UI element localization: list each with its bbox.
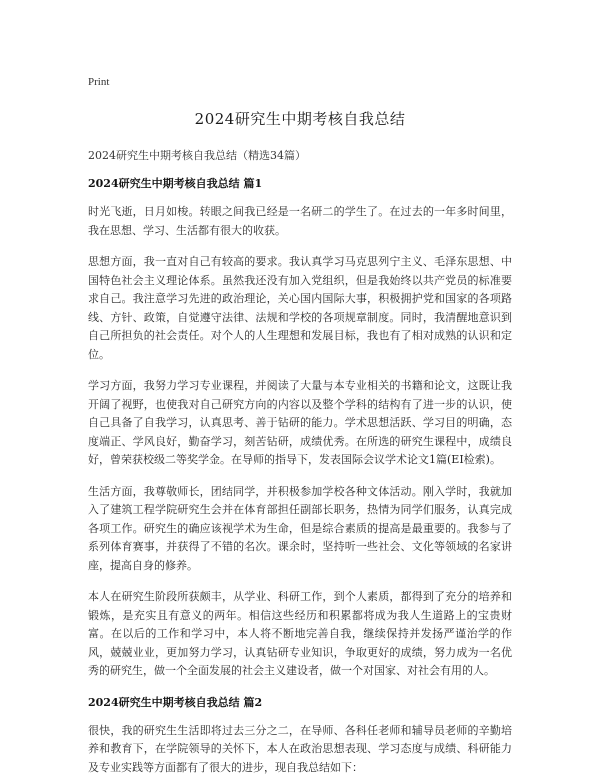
- paragraph: 本人在研究生阶段所获颇丰，从学业、科研工作，到个人素质，都得到了充分的培养和锻炼，是充实且有意义的两年。相信这些经历和积累都将成为我人生道路上的宝贵财富。在以后的工作和学习中，本人将不断地完善自我，继续保持并发扬严谨治学的作风，兢兢业业，更加努力学习，认真钻研专业知识，争取更好的成绩，努力成为一名优秀的研究生，做一个全面发展的社会主义建设者，做一个对国家、对社会有用的人。: [88, 588, 512, 681]
- section-heading-1: 2024研究生中期考核自我总结 篇1: [88, 175, 512, 191]
- document-subtitle: 2024研究生中期考核自我总结（精选34篇）: [88, 147, 512, 163]
- paragraph: 思想方面，我一直对自己有较高的要求。我认真学习马克思列宁主义、毛泽东思想、中国特色社会主义理论体系。虽然我还没有加入党组织，但是我始终以共产党员的标准要求自己。我注意学习先进的政治理论，关心国内国际大事，积极拥护党和国家的各项路线、方针、政策，自觉遵守法律、法规和学校的各项规章制度。同时，我清醒地意识到自己所担负的社会责任。对个人的人生理想和发展目标，我也有了相对成熟的认识和定位。: [88, 253, 512, 364]
- paragraph: 生活方面，我尊敬师长，团结同学，并积极参加学校各种文体活动。刚入学时，我就加入了建筑工程学院研究生会并在体育部担任副部长职务，热情为同学们服务，认真完成各项工作。研究生的确应该视学术为生命，但是综合素质的提高是最重要的。我参与了系列体育赛事，并获得了不错的名次。课余时，坚持听一些社会、文化等领域的名家讲座，提高自身的修养。: [88, 483, 512, 576]
- paragraph: 很快，我的研究生生活即将过去三分之二，在导师、各科任老师和辅导员老师的辛勤培养和教育下，在学院领导的关怀下，本人在政治思想表现、学习态度与成绩、科研能力及专业实践等方面都有了很大的进步，现自我总结如下：: [88, 722, 512, 777]
- paragraph: 时光飞逝，日月如梭。转眼之间我已经是一名研二的学生了。在过去的一年多时间里，我在思想、学习、生活都有很大的收获。: [88, 203, 512, 240]
- document-title: 2024研究生中期考核自我总结: [88, 108, 512, 129]
- paragraph: 学习方面，我努力学习专业课程，并阅读了大量与本专业相关的书籍和论文，这既让我开阔了视野，也使我对自己研究方向的内容以及整个学科的结构有了进一步的认识，使自己具备了自我学习，认真思考、善于钻研的能力。学术思想活跃、学习目的明确，态度端正、学风良好，勤奋学习，刻苦钻研，成绩优秀。在所选的研究生课程中，成绩良好，曾荣获校级二等奖学金。在导师的指导下，发表国际会议学术论文1篇(EI检索)。: [88, 377, 512, 470]
- print-link[interactable]: Print: [88, 76, 109, 88]
- section-heading-2: 2024研究生中期考核自我总结 篇2: [88, 694, 512, 710]
